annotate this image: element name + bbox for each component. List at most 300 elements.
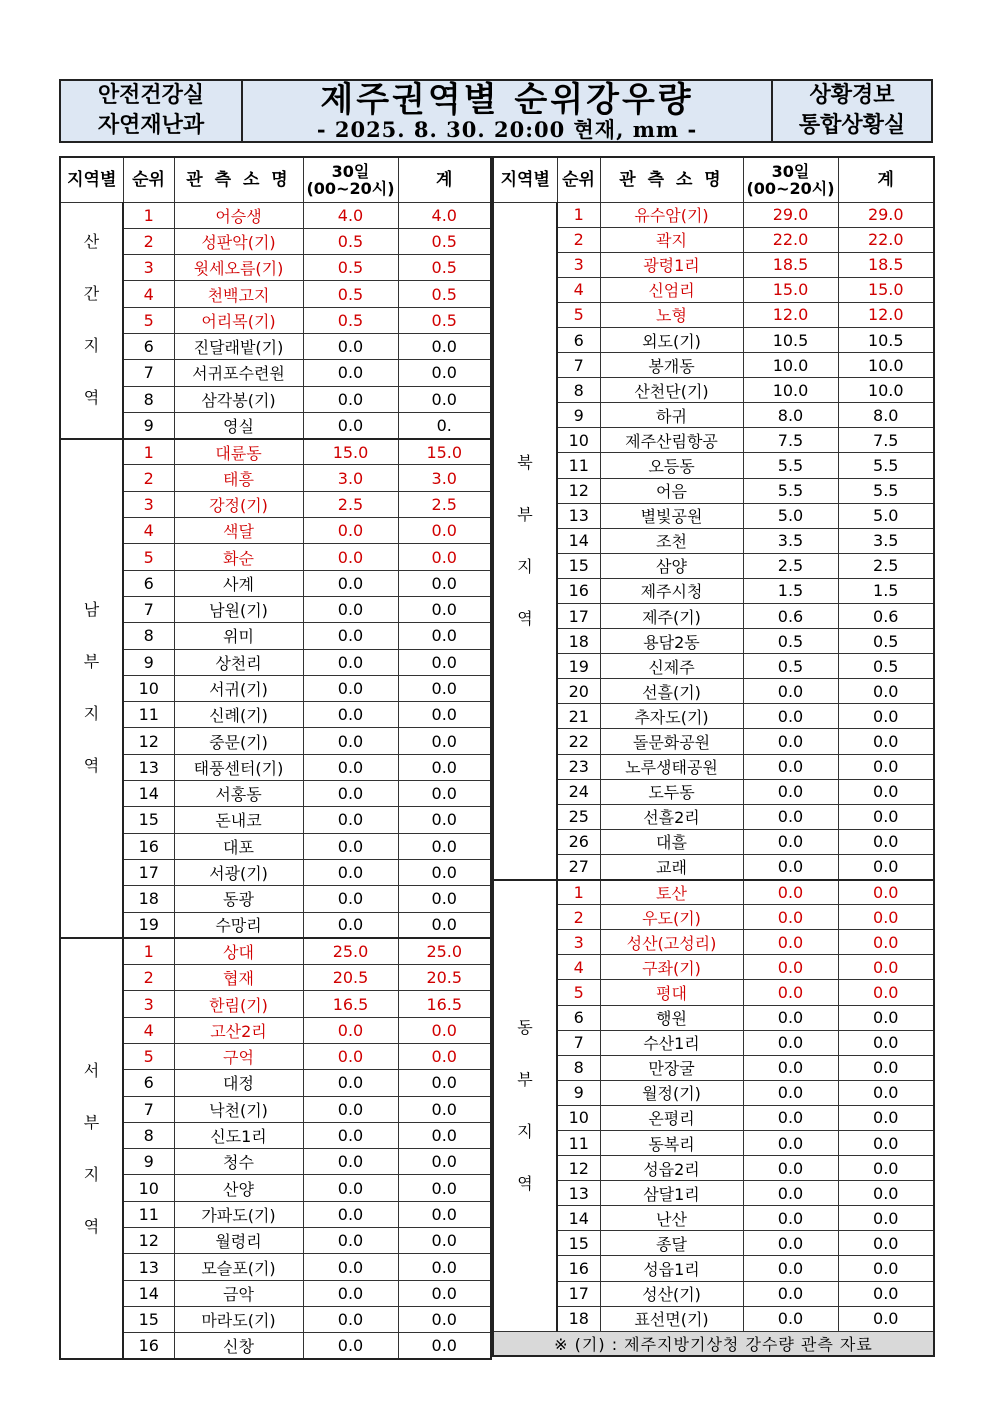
station-cell: 제주(기) bbox=[600, 604, 743, 629]
station-cell: 동광 bbox=[174, 886, 303, 912]
station-cell: 월정(기) bbox=[600, 1080, 743, 1105]
station-cell: 토산 bbox=[600, 880, 743, 905]
rank-cell: 11 bbox=[557, 1130, 600, 1155]
table-row bbox=[60, 728, 491, 754]
station-cell: 봉개동 bbox=[600, 353, 743, 378]
region-cell bbox=[493, 880, 557, 1332]
day-cell: 0.0 bbox=[303, 728, 398, 754]
region-char: 역 bbox=[517, 608, 533, 628]
region-cell bbox=[60, 439, 123, 939]
station-cell: 돌문화공원 bbox=[600, 729, 743, 754]
table-row bbox=[60, 1254, 491, 1280]
table-row bbox=[60, 833, 491, 859]
total-cell: 0.0 bbox=[398, 728, 491, 754]
total-cell: 0.0 bbox=[398, 570, 491, 596]
total-cell: 0.0 bbox=[398, 1175, 491, 1201]
rank-cell: 7 bbox=[557, 353, 600, 378]
table-row bbox=[60, 360, 491, 386]
station-cell: 노형 bbox=[600, 302, 743, 327]
table-row bbox=[60, 1017, 491, 1043]
rank-cell: 20 bbox=[557, 679, 600, 704]
day-cell: 0.0 bbox=[743, 804, 838, 829]
table-row bbox=[493, 578, 934, 603]
rank-cell: 2 bbox=[123, 465, 174, 491]
total-cell: 0.0 bbox=[398, 1333, 491, 1359]
rank-cell: 5 bbox=[123, 1044, 174, 1070]
table-row bbox=[493, 202, 934, 227]
col-day-line2: (00~20시) bbox=[746, 178, 835, 198]
station-cell: 돈내코 bbox=[174, 807, 303, 833]
rank-cell: 6 bbox=[123, 333, 174, 359]
table-row bbox=[60, 1070, 491, 1096]
station-cell: 낙천(기) bbox=[174, 1096, 303, 1122]
station-cell: 우도(기) bbox=[600, 905, 743, 930]
station-cell: 색달 bbox=[174, 518, 303, 544]
rank-cell: 15 bbox=[557, 553, 600, 578]
rank-cell: 2 bbox=[557, 227, 600, 252]
table-row bbox=[60, 912, 491, 938]
day-cell: 15.0 bbox=[743, 277, 838, 302]
day-cell: 0.0 bbox=[303, 886, 398, 912]
rank-cell: 8 bbox=[557, 1055, 600, 1080]
station-cell: 서광(기) bbox=[174, 859, 303, 885]
table-row bbox=[60, 1122, 491, 1148]
total-cell: 3.0 bbox=[398, 465, 491, 491]
day-cell: 0.0 bbox=[303, 1149, 398, 1175]
rank-cell: 23 bbox=[557, 754, 600, 779]
station-cell: 서홍동 bbox=[174, 781, 303, 807]
station-cell: 만장굴 bbox=[600, 1055, 743, 1080]
rank-cell: 6 bbox=[557, 327, 600, 352]
total-cell: 0.0 bbox=[398, 833, 491, 859]
rank-cell: 13 bbox=[123, 1254, 174, 1280]
total-cell: 0.5 bbox=[838, 654, 934, 679]
table-row bbox=[60, 781, 491, 807]
rank-cell: 8 bbox=[123, 386, 174, 412]
table-row bbox=[60, 281, 491, 307]
total-cell: 10.0 bbox=[838, 378, 934, 403]
table-row bbox=[493, 779, 934, 804]
region-char: 산 bbox=[83, 232, 100, 252]
station-cell: 청수 bbox=[174, 1149, 303, 1175]
rank-cell: 16 bbox=[123, 1333, 174, 1359]
day-cell: 5.5 bbox=[743, 453, 838, 478]
region-char: 간 bbox=[83, 284, 100, 304]
table-row bbox=[493, 428, 934, 453]
rank-cell: 16 bbox=[557, 1256, 600, 1281]
station-cell: 유수암(기) bbox=[600, 202, 743, 227]
total-cell: 10.5 bbox=[838, 327, 934, 352]
table-header-row bbox=[60, 157, 491, 202]
day-cell: 7.5 bbox=[743, 428, 838, 453]
region-cell bbox=[60, 202, 123, 439]
day-cell: 0.0 bbox=[303, 1175, 398, 1201]
table-row bbox=[60, 807, 491, 833]
table-row bbox=[493, 1206, 934, 1231]
table-row bbox=[60, 859, 491, 885]
page-subtitle: - 2025. 8. 30. 20:00 현재, mm - bbox=[316, 117, 698, 142]
total-cell: 0.0 bbox=[398, 386, 491, 412]
table-row bbox=[60, 675, 491, 701]
rank-cell: 12 bbox=[557, 1156, 600, 1181]
total-cell: 0.0 bbox=[398, 518, 491, 544]
station-cell: 신창 bbox=[174, 1333, 303, 1359]
rank-cell: 4 bbox=[123, 518, 174, 544]
total-cell: 0.0 bbox=[398, 1149, 491, 1175]
rank-cell: 1 bbox=[557, 880, 600, 905]
rank-cell: 11 bbox=[123, 1201, 174, 1227]
rank-cell: 26 bbox=[557, 829, 600, 854]
day-cell: 0.0 bbox=[303, 1070, 398, 1096]
total-cell: 0.0 bbox=[398, 1201, 491, 1227]
day-cell: 0.0 bbox=[303, 702, 398, 728]
rank-cell: 6 bbox=[123, 1070, 174, 1096]
table-row bbox=[60, 1333, 491, 1359]
region-char: 부 bbox=[83, 652, 100, 672]
day-cell: 0.0 bbox=[303, 596, 398, 622]
rank-cell: 10 bbox=[557, 1105, 600, 1130]
total-cell: 0.5 bbox=[398, 281, 491, 307]
rank-cell: 15 bbox=[123, 1306, 174, 1332]
station-cell: 산천단(기) bbox=[600, 378, 743, 403]
total-cell: 0.0 bbox=[398, 781, 491, 807]
region-char: 역 bbox=[83, 388, 100, 408]
total-cell: 0.0 bbox=[838, 1105, 934, 1130]
day-cell: 0.5 bbox=[303, 228, 398, 254]
title-block bbox=[243, 81, 771, 141]
left-rainfall-table bbox=[59, 156, 492, 1360]
region-char: 부 bbox=[517, 1069, 533, 1089]
total-cell: 2.5 bbox=[838, 553, 934, 578]
total-cell: 0.0 bbox=[398, 807, 491, 833]
station-cell: 하귀 bbox=[600, 403, 743, 428]
rank-cell: 1 bbox=[123, 439, 174, 465]
day-cell: 0.0 bbox=[303, 1228, 398, 1254]
table-row bbox=[60, 754, 491, 780]
day-cell: 0.0 bbox=[743, 980, 838, 1005]
total-cell: 0.0 bbox=[398, 1096, 491, 1122]
station-cell: 노루생태공원 bbox=[600, 754, 743, 779]
table-row bbox=[493, 955, 934, 980]
day-cell: 0.0 bbox=[303, 412, 398, 438]
total-cell: 2.5 bbox=[398, 491, 491, 517]
station-cell: 어승생 bbox=[174, 202, 303, 228]
day-cell: 0.0 bbox=[743, 1181, 838, 1206]
total-cell: 0.0 bbox=[838, 905, 934, 930]
station-cell: 화순 bbox=[174, 544, 303, 570]
total-cell: 5.5 bbox=[838, 453, 934, 478]
rank-cell: 8 bbox=[557, 378, 600, 403]
day-cell: 10.0 bbox=[743, 378, 838, 403]
total-cell: 0.0 bbox=[838, 1206, 934, 1231]
table-row bbox=[493, 880, 934, 905]
total-cell: 0.0 bbox=[838, 980, 934, 1005]
region-char: 역 bbox=[83, 1216, 100, 1236]
table-row bbox=[493, 403, 934, 428]
col-day bbox=[303, 157, 398, 202]
day-cell: 0.0 bbox=[743, 729, 838, 754]
right-rainfall-table bbox=[492, 156, 935, 1357]
station-cell: 삼달1리 bbox=[600, 1181, 743, 1206]
station-cell: 어음 bbox=[600, 478, 743, 503]
table-row bbox=[493, 980, 934, 1005]
station-cell: 조천 bbox=[600, 528, 743, 553]
col-day-line2: (00~20시) bbox=[306, 178, 395, 198]
total-cell: 0.0 bbox=[398, 702, 491, 728]
station-cell: 수망리 bbox=[174, 912, 303, 938]
rank-cell: 2 bbox=[123, 965, 174, 991]
day-cell: 0.0 bbox=[303, 1096, 398, 1122]
table-row bbox=[60, 702, 491, 728]
total-cell: 0.0 bbox=[398, 544, 491, 570]
table-row bbox=[493, 1256, 934, 1281]
day-cell: 0.0 bbox=[303, 1306, 398, 1332]
table-row bbox=[493, 829, 934, 854]
day-cell: 15.0 bbox=[303, 439, 398, 465]
day-cell: 0.0 bbox=[743, 1281, 838, 1306]
day-cell: 0.0 bbox=[303, 386, 398, 412]
day-cell: 0.0 bbox=[743, 704, 838, 729]
day-cell: 0.0 bbox=[303, 833, 398, 859]
region-char: 지 bbox=[517, 556, 533, 576]
table-row bbox=[493, 604, 934, 629]
table-row bbox=[60, 518, 491, 544]
table-row bbox=[493, 1030, 934, 1055]
day-cell: 0.0 bbox=[743, 1105, 838, 1130]
station-cell: 삼양 bbox=[600, 553, 743, 578]
day-cell: 12.0 bbox=[743, 302, 838, 327]
day-cell: 20.5 bbox=[303, 965, 398, 991]
col-station: 관 측 소 명 bbox=[174, 157, 303, 202]
total-cell: 25.0 bbox=[398, 938, 491, 964]
table-row bbox=[60, 1306, 491, 1332]
day-cell: 0.0 bbox=[743, 955, 838, 980]
office-line1: 상황경보 bbox=[809, 83, 895, 108]
total-cell: 0.0 bbox=[398, 1070, 491, 1096]
day-cell: 0.5 bbox=[303, 281, 398, 307]
table-row bbox=[493, 1055, 934, 1080]
station-cell: 태흥 bbox=[174, 465, 303, 491]
table-row bbox=[60, 570, 491, 596]
total-cell: 0.0 bbox=[398, 1306, 491, 1332]
station-cell: 성산(기) bbox=[600, 1281, 743, 1306]
total-cell: 8.0 bbox=[838, 403, 934, 428]
rank-cell: 8 bbox=[123, 623, 174, 649]
station-cell: 대정 bbox=[174, 1070, 303, 1096]
station-cell: 대륜동 bbox=[174, 439, 303, 465]
day-cell: 0.0 bbox=[303, 859, 398, 885]
rank-cell: 5 bbox=[123, 544, 174, 570]
day-cell: 3.0 bbox=[303, 465, 398, 491]
total-cell: 0.0 bbox=[838, 1181, 934, 1206]
total-cell: 0.0 bbox=[838, 1256, 934, 1281]
station-cell: 신도1리 bbox=[174, 1122, 303, 1148]
day-cell: 22.0 bbox=[743, 227, 838, 252]
station-cell: 성읍2리 bbox=[600, 1156, 743, 1181]
station-cell: 선흘2리 bbox=[600, 804, 743, 829]
station-cell: 온평리 bbox=[600, 1105, 743, 1130]
day-cell: 10.5 bbox=[743, 327, 838, 352]
station-cell: 신제주 bbox=[600, 654, 743, 679]
station-cell: 곽지 bbox=[600, 227, 743, 252]
day-cell: 3.5 bbox=[743, 528, 838, 553]
day-cell: 0.0 bbox=[743, 679, 838, 704]
page-title: 제주권역별 순위강우량 bbox=[320, 80, 694, 120]
station-cell: 종달 bbox=[600, 1231, 743, 1256]
rank-cell: 13 bbox=[557, 1181, 600, 1206]
rank-cell: 19 bbox=[123, 912, 174, 938]
region-char: 지 bbox=[83, 1164, 100, 1184]
station-cell: 어리목(기) bbox=[174, 307, 303, 333]
rank-cell: 3 bbox=[557, 930, 600, 955]
station-cell: 서귀(기) bbox=[174, 675, 303, 701]
region-char: 부 bbox=[83, 1112, 100, 1132]
day-cell: 0.0 bbox=[303, 1201, 398, 1227]
rank-cell: 4 bbox=[557, 955, 600, 980]
total-cell: 0.0 bbox=[398, 1122, 491, 1148]
right-table-body bbox=[493, 202, 934, 1356]
total-cell: 0.0 bbox=[398, 675, 491, 701]
station-cell: 삼각봉(기) bbox=[174, 386, 303, 412]
table-row bbox=[493, 629, 934, 654]
col-total: 계 bbox=[398, 157, 491, 202]
total-cell: 0.0 bbox=[398, 1044, 491, 1070]
footnote: ※ (기) : 제주지방기상청 강수량 관측 자료 bbox=[493, 1331, 934, 1356]
rank-cell: 27 bbox=[557, 854, 600, 879]
total-cell: 0.0 bbox=[838, 1281, 934, 1306]
station-cell: 신례(기) bbox=[174, 702, 303, 728]
note-row bbox=[493, 1331, 934, 1356]
total-cell: 29.0 bbox=[838, 202, 934, 227]
table-row bbox=[60, 991, 491, 1017]
day-cell: 16.5 bbox=[303, 991, 398, 1017]
col-day-line1: 30일 bbox=[331, 161, 370, 181]
day-cell: 0.0 bbox=[303, 1017, 398, 1043]
total-cell: 0.0 bbox=[838, 930, 934, 955]
total-cell: 0.0 bbox=[398, 333, 491, 359]
rank-cell: 7 bbox=[123, 360, 174, 386]
table-row bbox=[493, 553, 934, 578]
rank-cell: 6 bbox=[557, 1005, 600, 1030]
station-cell: 성읍1리 bbox=[600, 1256, 743, 1281]
table-row bbox=[60, 886, 491, 912]
station-cell: 대포 bbox=[174, 833, 303, 859]
col-day-line1: 30일 bbox=[771, 161, 810, 181]
station-cell: 협재 bbox=[174, 965, 303, 991]
total-cell: 0.0 bbox=[838, 880, 934, 905]
station-cell: 위미 bbox=[174, 623, 303, 649]
day-cell: 0.0 bbox=[743, 930, 838, 955]
rank-cell: 16 bbox=[557, 578, 600, 603]
station-cell: 상대 bbox=[174, 938, 303, 964]
col-total: 계 bbox=[838, 157, 934, 202]
day-cell: 0.0 bbox=[743, 829, 838, 854]
table-header-row bbox=[493, 157, 934, 202]
total-cell: 22.0 bbox=[838, 227, 934, 252]
day-cell: 2.5 bbox=[743, 553, 838, 578]
day-cell: 0.0 bbox=[303, 544, 398, 570]
station-cell: 동복리 bbox=[600, 1130, 743, 1155]
table-row bbox=[493, 528, 934, 553]
rank-cell: 5 bbox=[557, 980, 600, 1005]
day-cell: 0.0 bbox=[303, 333, 398, 359]
rank-cell: 7 bbox=[557, 1030, 600, 1055]
total-cell: 0.0 bbox=[398, 1254, 491, 1280]
total-cell: 0.0 bbox=[838, 754, 934, 779]
rank-cell: 24 bbox=[557, 779, 600, 804]
rank-cell: 9 bbox=[123, 412, 174, 438]
table-row bbox=[493, 1231, 934, 1256]
rank-cell: 17 bbox=[557, 604, 600, 629]
total-cell: 0.0 bbox=[838, 679, 934, 704]
total-cell: 0.0 bbox=[398, 912, 491, 938]
total-cell: 0.0 bbox=[398, 886, 491, 912]
region-char: 남 bbox=[83, 600, 100, 620]
table-row bbox=[493, 327, 934, 352]
rank-cell: 2 bbox=[557, 905, 600, 930]
rank-cell: 9 bbox=[123, 1149, 174, 1175]
table-row bbox=[493, 1156, 934, 1181]
station-cell: 광령1리 bbox=[600, 252, 743, 277]
day-cell: 0.0 bbox=[743, 1156, 838, 1181]
table-row bbox=[493, 1130, 934, 1155]
day-cell: 0.0 bbox=[743, 1080, 838, 1105]
region-char: 서 bbox=[83, 1060, 100, 1080]
col-day bbox=[743, 157, 838, 202]
total-cell: 0.0 bbox=[398, 649, 491, 675]
region-cell bbox=[493, 202, 557, 880]
office-block bbox=[771, 81, 931, 141]
day-cell: 0.5 bbox=[303, 255, 398, 281]
table-row bbox=[493, 302, 934, 327]
rank-cell: 7 bbox=[123, 1096, 174, 1122]
rank-cell: 11 bbox=[557, 453, 600, 478]
station-cell: 도두동 bbox=[600, 779, 743, 804]
day-cell: 0.0 bbox=[303, 1044, 398, 1070]
table-row bbox=[60, 439, 491, 465]
table-row bbox=[60, 649, 491, 675]
total-cell: 0.0 bbox=[398, 623, 491, 649]
station-cell: 고산2리 bbox=[174, 1017, 303, 1043]
total-cell: 1.5 bbox=[838, 578, 934, 603]
rank-cell: 4 bbox=[123, 1017, 174, 1043]
table-row bbox=[493, 1181, 934, 1206]
total-cell: 0.0 bbox=[398, 754, 491, 780]
report-header bbox=[59, 79, 933, 143]
day-cell: 0.0 bbox=[303, 807, 398, 833]
station-cell: 선흘(기) bbox=[600, 679, 743, 704]
region-char: 부 bbox=[517, 504, 533, 524]
rank-cell: 12 bbox=[123, 1228, 174, 1254]
table-row bbox=[60, 333, 491, 359]
table-row bbox=[60, 938, 491, 964]
station-cell: 사계 bbox=[174, 570, 303, 596]
day-cell: 0.0 bbox=[743, 880, 838, 905]
total-cell: 0.5 bbox=[838, 629, 934, 654]
table-row bbox=[493, 1005, 934, 1030]
table-row bbox=[493, 704, 934, 729]
total-cell: 0.5 bbox=[398, 307, 491, 333]
table-row bbox=[60, 1096, 491, 1122]
day-cell: 0.0 bbox=[303, 675, 398, 701]
station-cell: 가파도(기) bbox=[174, 1201, 303, 1227]
total-cell: 0.0 bbox=[838, 1130, 934, 1155]
total-cell: 0.0 bbox=[398, 1280, 491, 1306]
table-row bbox=[493, 227, 934, 252]
total-cell: 18.5 bbox=[838, 252, 934, 277]
table-row bbox=[493, 729, 934, 754]
day-cell: 5.5 bbox=[743, 478, 838, 503]
